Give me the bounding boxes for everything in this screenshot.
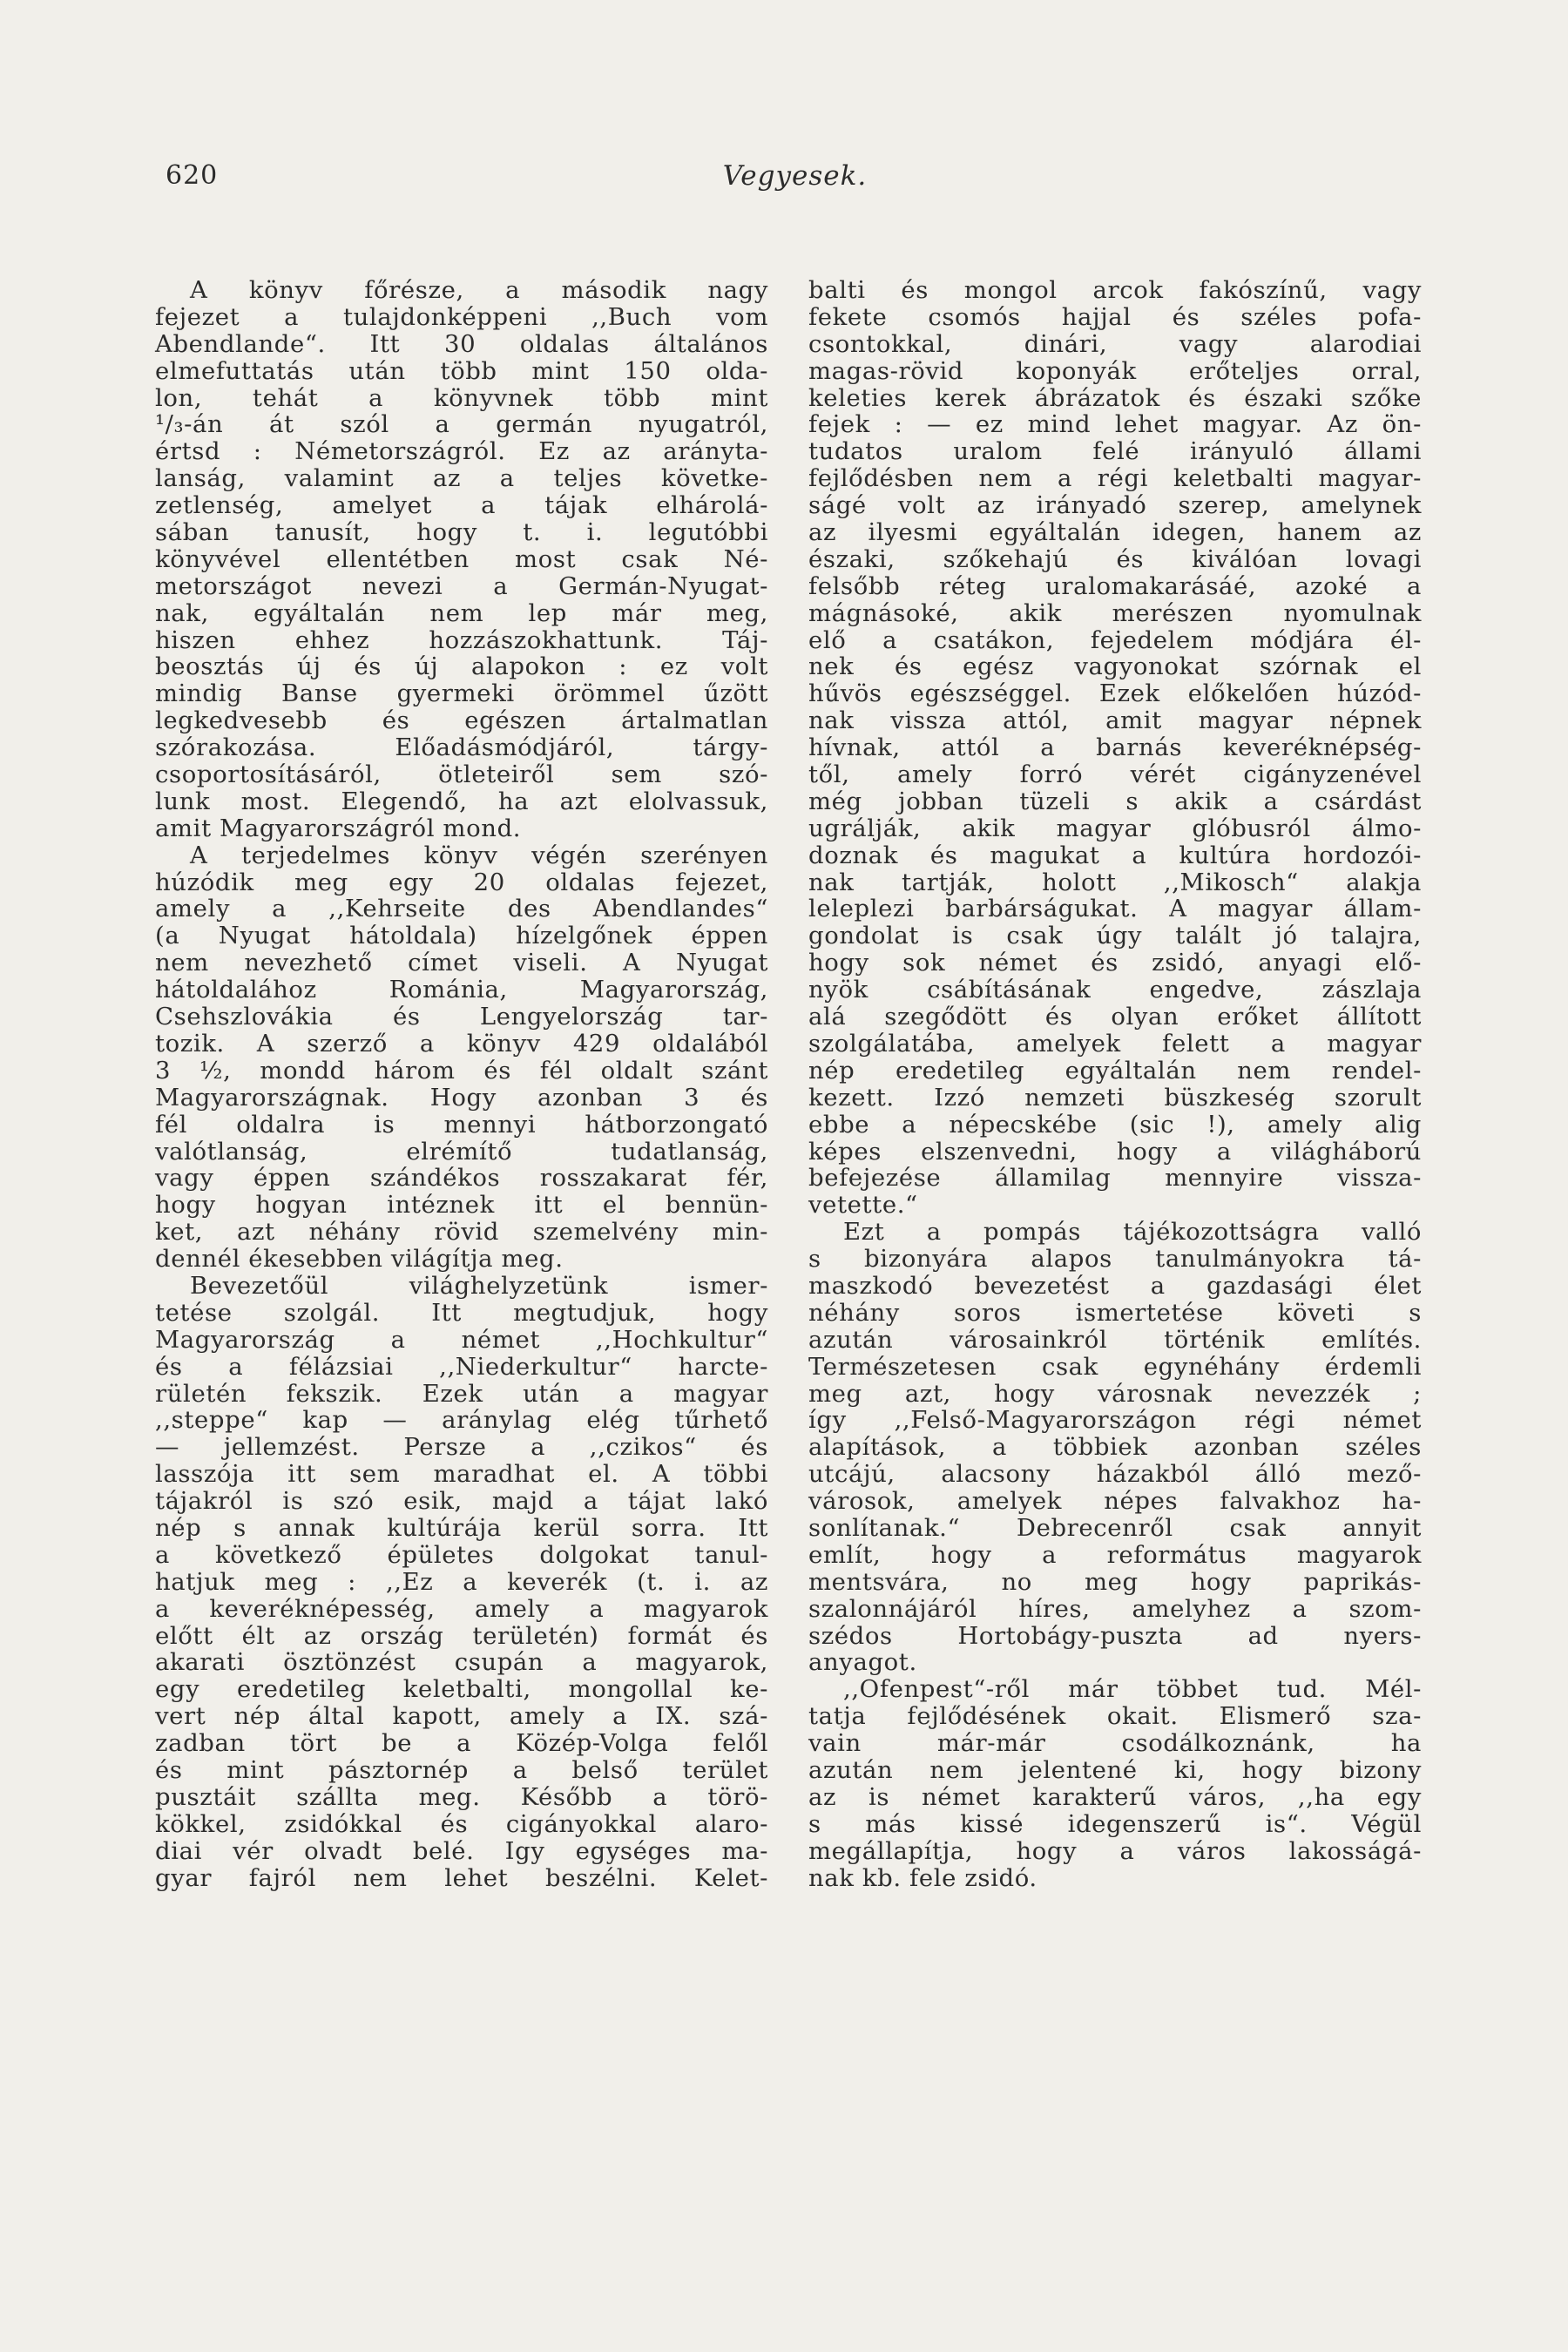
text-line: zetlenség, amelyet a tájak elhárolá- — [155, 491, 768, 520]
text-line: alapítások, a többiek azonban széles — [808, 1433, 1422, 1462]
text-line: csontokkal, dinári, vagy alarodiai — [808, 329, 1422, 358]
text-line: városok, amelyek népes falvakhoz ha- — [808, 1487, 1422, 1516]
text-line: fél oldalra is mennyi hátborzongató — [155, 1110, 768, 1139]
text-line: amely a ,,Kehrseite des Abendlandes“ — [155, 895, 768, 923]
text-line: az ilyesmi egyáltalán idegen, hanem az — [808, 518, 1422, 547]
text-line: (a Nyugat hátoldala) hízelgőnek éppen — [155, 922, 768, 950]
text-line: lasszója itt sem maradhat el. A többi — [155, 1460, 768, 1489]
text-line: ket, azt néhány rövid szemelvény min- — [155, 1218, 768, 1247]
right-column — [808, 277, 1422, 1891]
text-line: befejezése államilag mennyire vissza- — [808, 1164, 1422, 1193]
text-line: így ,,Felső-Magyarországon régi német — [808, 1406, 1422, 1435]
text-line: néhány soros ismertetése követi s — [808, 1298, 1422, 1327]
text-line: hogy hogyan intéznek itt el bennün- — [155, 1191, 768, 1220]
text-line: ugrálják, akik magyar glóbusról álmo- — [808, 814, 1422, 842]
text-line: az is német karakterű város, ,,ha egy — [808, 1782, 1422, 1811]
text-line: maszkodó bevezetést a gazdasági élet — [808, 1271, 1422, 1300]
text-line: leleplezi barbárságukat. A magyar állam- — [808, 895, 1422, 923]
text-line: Magyarország a német ,,Hochkultur“ — [155, 1325, 768, 1354]
text-line: szalonnájáról híres, amelyhez a szom- — [808, 1594, 1422, 1623]
text-line: északi, szőkehajú és kiválóan lovagi — [808, 544, 1422, 573]
text-line: értsd : Németországról. Ez az arányta- — [155, 437, 768, 466]
text-line: azután városainkról történik említés. — [808, 1325, 1422, 1354]
text-line: kezett. Izzó nemzeti büszkeség szorult — [808, 1083, 1422, 1112]
text-line: beosztás új és új alapokon : ez volt — [155, 652, 768, 681]
text-line: előtt élt az ország területén) formát és — [155, 1621, 768, 1650]
text-line: lanság, valamint az a teljes követke- — [155, 464, 768, 493]
text-line: Magyarországnak. Hogy azonban 3 és — [155, 1083, 768, 1112]
text-line: meg azt, hogy városnak nevezzék ; — [808, 1379, 1422, 1408]
text-line: alá szegődött és olyan erőket állított — [808, 1003, 1422, 1031]
text-line: elmefuttatás után több mint 150 olda- — [155, 356, 768, 385]
text-line: ebbe a népecskébe (sic !), amely alig — [808, 1110, 1422, 1139]
text-line: húzódik meg egy 20 oldalas fejezet, — [155, 868, 768, 896]
text-line: azután nem jelentené ki, hogy bizony — [808, 1755, 1422, 1784]
text-line: tudatos uralom felé irányuló állami — [808, 437, 1422, 466]
text-line: — jellemzést. Persze a ,,czikos“ és — [155, 1433, 768, 1462]
text-line: fekete csomós hajjal és széles pofa- — [808, 302, 1422, 331]
text-line: lon, tehát a könyvnek több mint — [155, 383, 768, 412]
text-line: említ, hogy a református magyarok — [808, 1540, 1422, 1569]
text-line: dennél ékesebben világítja meg. — [155, 1245, 564, 1274]
text-line: nép eredetileg egyáltalán nem rendel- — [808, 1056, 1422, 1085]
text-line: diai vér olvadt belé. Igy egységes ma- — [155, 1836, 768, 1865]
text-line: felsőbb réteg uralomakarásáé, azoké a — [808, 571, 1422, 600]
text-line: fejek : — ez mind lehet magyar. Az ön- — [808, 410, 1422, 439]
text-line: hátoldalához Románia, Magyarország, — [155, 976, 768, 1004]
text-line: nak tartják, holott ,,Mikosch“ alakja — [808, 868, 1422, 896]
text-line: A terjedelmes könyv végén szerényen — [190, 841, 768, 869]
text-line: és mint pásztornép a belső terület — [155, 1755, 768, 1784]
text-line: rületén fekszik. Ezek után a magyar — [155, 1379, 768, 1408]
text-line: nak kb. fele zsidó. — [808, 1863, 1037, 1892]
text-line: kökkel, zsidókkal és cigányokkal alaro- — [155, 1809, 768, 1838]
text-line: amit Magyarországról mond. — [155, 814, 522, 842]
text-line: elő a csatákon, fejedelem módjára él- — [808, 625, 1422, 654]
text-line: vagy éppen szándékos rosszakarat fér, — [155, 1164, 768, 1193]
text-line: Abendlande“. Itt 30 oldalas általános — [155, 329, 768, 358]
text-line: pusztáit szállta meg. Később a törö- — [155, 1782, 768, 1811]
page-number: 620 — [166, 160, 219, 191]
text-line: fejlődésben nem a régi keletbalti magyar- — [808, 464, 1422, 493]
text-line: ságé volt az irányadó szerep, amelynek — [808, 491, 1422, 520]
text-line: legkedvesebb és egészen ártalmatlan — [155, 706, 768, 735]
text-line: ,,Ofenpest“-ről már többet tud. Mél- — [843, 1675, 1422, 1704]
text-line: nem nevezhető címet viseli. A Nyugat — [155, 949, 768, 977]
text-line: hogy sok német és zsidó, anyagi elő- — [808, 949, 1422, 977]
text-line: keleties kerek ábrázatok és északi szőke — [808, 383, 1422, 412]
text-line: csoportosításáról, ötleteiről sem szó- — [155, 760, 768, 789]
text-line: sonlítanak.“ Debrecenről csak annyit — [808, 1513, 1422, 1542]
text-line: zadban tört be a Közép-Volga felől — [155, 1729, 768, 1758]
text-line: magas-rövid koponyák erőteljes orral, — [808, 356, 1422, 385]
text-line: ¹/₃-án át szól a germán nyugatról, — [155, 410, 768, 439]
text-line: a következő épületes dolgokat tanul- — [155, 1540, 768, 1569]
text-line: hűvös egészséggel. Ezek előkelően húzód- — [808, 679, 1422, 708]
text-line: vain már-már csodálkoznánk, ha — [808, 1729, 1422, 1758]
text-line: lunk most. Elegendő, ha azt elolvassuk, — [155, 787, 768, 815]
text-line: A könyv főrésze, a második nagy — [190, 276, 768, 304]
text-line: tozik. A szerző a könyv 429 oldalából — [155, 1029, 768, 1058]
text-line: anyagot. — [808, 1648, 917, 1677]
text-line: egy eredetileg keletbalti, mongollal ke- — [155, 1675, 768, 1704]
text-line: ,,steppe“ kap — aránylag elég tűrhető — [155, 1406, 768, 1435]
text-line: metországot nevezi a Germán-Nyugat- — [155, 571, 768, 600]
text-line: könyvével ellentétben most csak Né- — [155, 544, 768, 573]
text-line: szédos Hortobágy-puszta ad nyers- — [808, 1621, 1422, 1650]
text-line: mindig Banse gyermeki örömmel űzött — [155, 679, 768, 708]
text-line: tatja fejlődésének okait. Elismerő sza- — [808, 1702, 1422, 1731]
text-line: s más kissé idegenszerű is“. Végül — [808, 1809, 1422, 1838]
text-line: hiszen ehhez hozzászokhattunk. Táj- — [155, 625, 768, 654]
text-line: s bizonyára alapos tanulmányokra tá- — [808, 1245, 1422, 1274]
text-line: fejezet a tulajdonképpeni ,,Buch vom — [155, 302, 768, 331]
text-line: nép s annak kultúrája kerül sorra. Itt — [155, 1513, 768, 1542]
text-line: balti és mongol arcok fakószínű, vagy — [808, 276, 1422, 304]
text-line: gyar fajról nem lehet beszélni. Kelet- — [155, 1863, 768, 1892]
text-line: nyök csábításának engedve, zászlaja — [808, 976, 1422, 1004]
text-line: Ezt a pompás tájékozottságra valló — [843, 1218, 1422, 1247]
text-line: mentsvára, no meg hogy paprikás- — [808, 1567, 1422, 1596]
text-line: mágnásoké, akik merészen nyomulnak — [808, 598, 1422, 627]
text-line: nak, egyáltalán nem lep már meg, — [155, 598, 768, 627]
text-line: akarati ösztönzést csupán a magyarok, — [155, 1648, 768, 1677]
text-line: képes elszenvedni, hogy a világháború — [808, 1137, 1422, 1166]
text-line: még jobban tüzeli s akik a csárdást — [808, 787, 1422, 815]
text-line: valótlanság, elrémítő tudatlanság, — [155, 1137, 768, 1166]
text-line: nek és egész vagyonokat szórnak el — [808, 652, 1422, 681]
text-line: szórakozása. Előadásmódjáról, tárgy- — [155, 733, 768, 762]
text-line: utcájú, alacsony házakból álló mező- — [808, 1460, 1422, 1489]
text-line: Természetesen csak egynéhány érdemli — [808, 1352, 1422, 1381]
text-line: 3 ½, mondd három és fél oldalt szánt — [155, 1056, 768, 1085]
text-line: vetette.“ — [808, 1191, 918, 1220]
text-line: sában tanusít, hogy t. i. legutóbbi — [155, 518, 768, 547]
text-line: megállapítja, hogy a város lakosságá- — [808, 1836, 1422, 1865]
page-header — [166, 160, 1424, 195]
text-line: hatjuk meg : ,,Ez a keverék (t. i. az — [155, 1567, 768, 1596]
left-column — [155, 277, 768, 1891]
running-head: Vegyesek. — [722, 160, 868, 192]
text-line: vert nép által kapott, amely a IX. szá- — [155, 1702, 768, 1731]
text-line: szolgálatába, amelyek felett a magyar — [808, 1029, 1422, 1058]
text-line: tetése szolgál. Itt megtudjuk, hogy — [155, 1298, 768, 1327]
text-line: gondolat is csak úgy talált jó talajra, — [808, 922, 1422, 950]
text-line: tájakról is szó esik, majd a tájat lakó — [155, 1487, 768, 1516]
text-line: és a félázsiai ,,Niederkultur“ harcte- — [155, 1352, 768, 1381]
text-line: Bevezetőül világhelyzetünk ismer- — [190, 1271, 768, 1300]
text-line: től, amely forró vérét cigányzenével — [808, 760, 1422, 789]
text-line: doznak és magukat a kultúra hordozói- — [808, 841, 1422, 869]
text-line: Csehszlovákia és Lengyelország tar- — [155, 1003, 768, 1031]
text-line: hívnak, attól a barnás keveréknépség- — [808, 733, 1422, 762]
text-line: a keveréknépesség, amely a magyarok — [155, 1594, 768, 1623]
text-line: nak vissza attól, amit magyar népnek — [808, 706, 1422, 735]
